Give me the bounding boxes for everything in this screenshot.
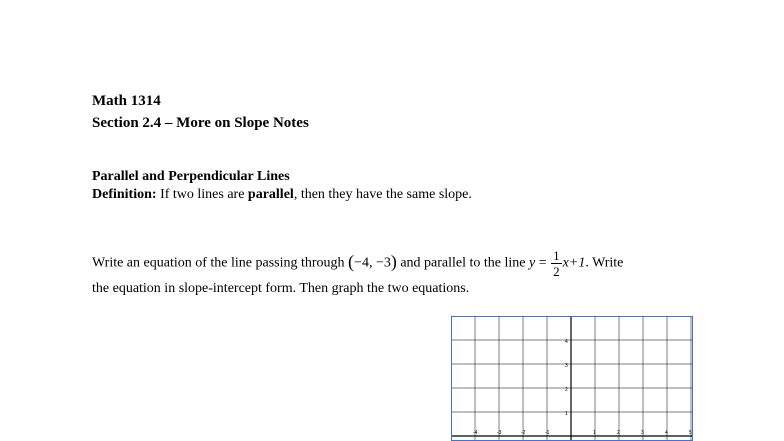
problem-text-mid: and parallel to the line [396, 255, 530, 271]
definition-pre: If two lines are [156, 187, 248, 202]
coordinate-grid [451, 316, 693, 441]
definition-label: Definition: [92, 187, 157, 202]
slope-numerator: 1 [553, 248, 560, 263]
problem-point: −4, −3 [354, 255, 391, 271]
problem-line-1: Write an equation of the line passing through (−4, −3) and parallel to the line y = $\frac{1}{2}$ x+1. Write [92, 248, 624, 279]
x-tick-label: -3 [497, 430, 502, 436]
course-title: Math 1314 [92, 93, 161, 109]
line-lhs: y [529, 255, 536, 271]
problem-line-2: the equation in slope-intercept form. Then graph the two equations. [92, 281, 470, 296]
problem-text-pre: Write an equation of the line passing through [92, 255, 349, 271]
slope-fraction [551, 249, 562, 278]
x-tick-label: -1 [545, 430, 550, 436]
topic-heading: Parallel and Perpendicular Lines [92, 169, 290, 184]
x-tick-labels [473, 430, 692, 436]
y-tick-label: 3 [565, 363, 568, 369]
y-tick-label: 4 [565, 339, 568, 345]
definition-post: , then they have the same slope. [293, 187, 472, 202]
x-tick-label: 3 [641, 430, 644, 436]
y-tick-label: 1 [565, 411, 568, 417]
y-tick-label: 2 [565, 387, 568, 393]
x-tick-label: 2 [617, 430, 620, 436]
slope-denominator: 2 [553, 264, 560, 279]
problem-text-post: . Write [585, 255, 624, 271]
line-eq: = [535, 255, 551, 271]
section-title: Section 2.4 – More on Slope Notes [92, 115, 309, 131]
graph-border [452, 317, 693, 441]
definition-text [92, 187, 472, 203]
definition-term: parallel [247, 187, 294, 202]
x-tick-label: 4 [665, 430, 668, 436]
y-tick-labels [565, 339, 568, 417]
line-rhs: x+1 [562, 255, 586, 271]
grid-lines [451, 316, 693, 441]
x-tick-label: 1 [593, 430, 596, 436]
x-tick-label: -4 [473, 430, 478, 436]
x-tick-label: 5 [689, 430, 692, 436]
x-tick-label: -2 [521, 430, 526, 436]
